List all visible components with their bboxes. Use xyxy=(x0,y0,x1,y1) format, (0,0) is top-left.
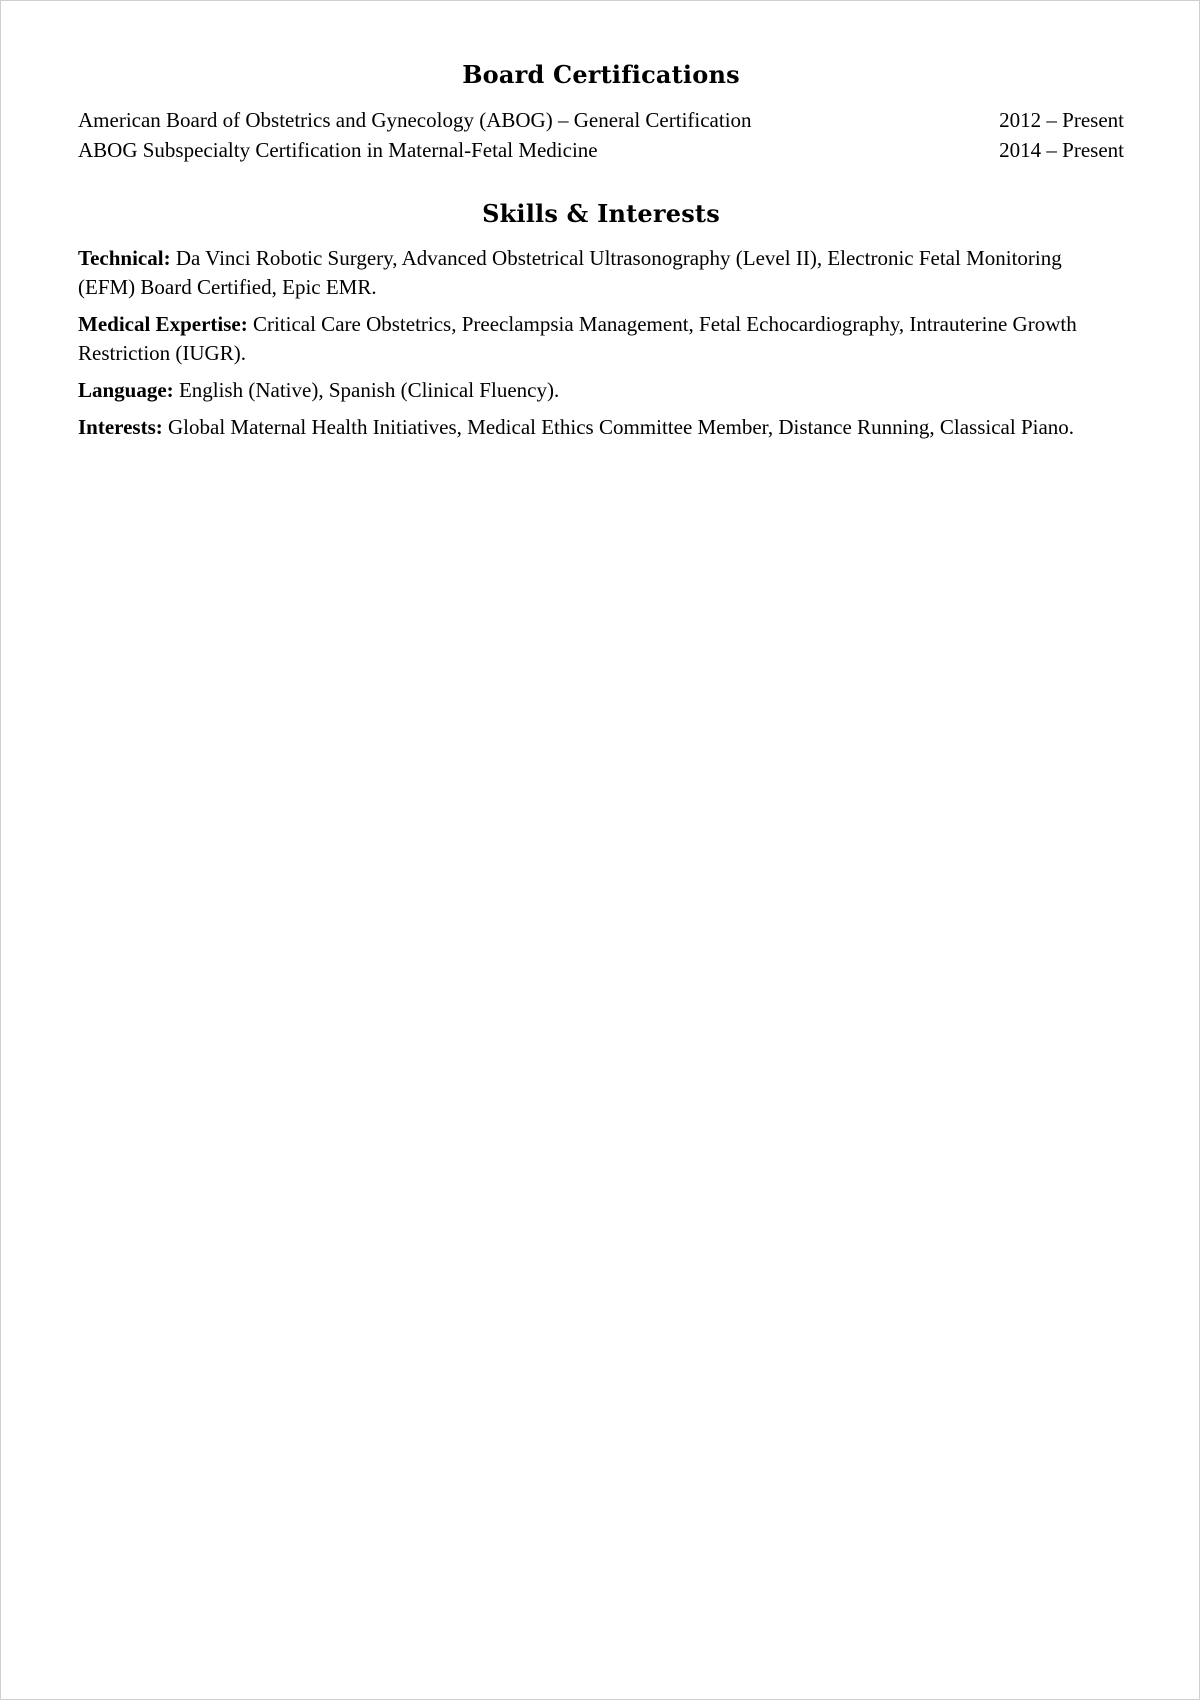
skill-label: Medical Expertise: xyxy=(78,312,248,336)
skill-label: Technical: xyxy=(78,246,171,270)
skills-list xyxy=(78,244,1124,442)
certification-row xyxy=(78,105,1124,135)
skill-label: Interests: xyxy=(78,415,163,439)
skill-item-interests xyxy=(78,413,1124,442)
certification-list xyxy=(78,105,1124,165)
certification-dates: 2014 – Present xyxy=(999,138,1124,162)
certification-name: American Board of Obstetrics and Gynecology (ABOG) – General Certification xyxy=(78,108,752,132)
certification-name: ABOG Subspecialty Certification in Maternal-Fetal Medicine xyxy=(78,138,598,162)
page-content xyxy=(78,57,1124,450)
certification-row xyxy=(78,135,1124,165)
board-certifications-heading: Board Certifications xyxy=(462,60,740,89)
skill-label: Language: xyxy=(78,378,174,402)
skills-interests-heading: Skills & Interests xyxy=(482,199,720,228)
certification-dates: 2012 – Present xyxy=(999,108,1124,132)
skill-text: Da Vinci Robotic Surgery, Advanced Obstetrical Ultrasonography (Level II), Electronic Fetal Monitoring (EFM) Board Certified, Epic EMR. xyxy=(78,246,1062,299)
skill-text: English (Native), Spanish (Clinical Fluency). xyxy=(178,378,560,402)
skill-text: Global Maternal Health Initiatives, Medical Ethics Committee Member, Distance Running, Classical Piano. xyxy=(168,415,1075,439)
skills-section xyxy=(78,196,1124,442)
skill-text: Critical Care Obstetrics, Preeclampsia Management, Fetal Echocardiography, Intrauterine Growth Restriction (IUGR). xyxy=(78,312,1077,365)
skill-item-technical xyxy=(78,244,1124,302)
skill-item-medical-expertise xyxy=(78,310,1124,368)
skill-item-language xyxy=(78,376,1124,405)
